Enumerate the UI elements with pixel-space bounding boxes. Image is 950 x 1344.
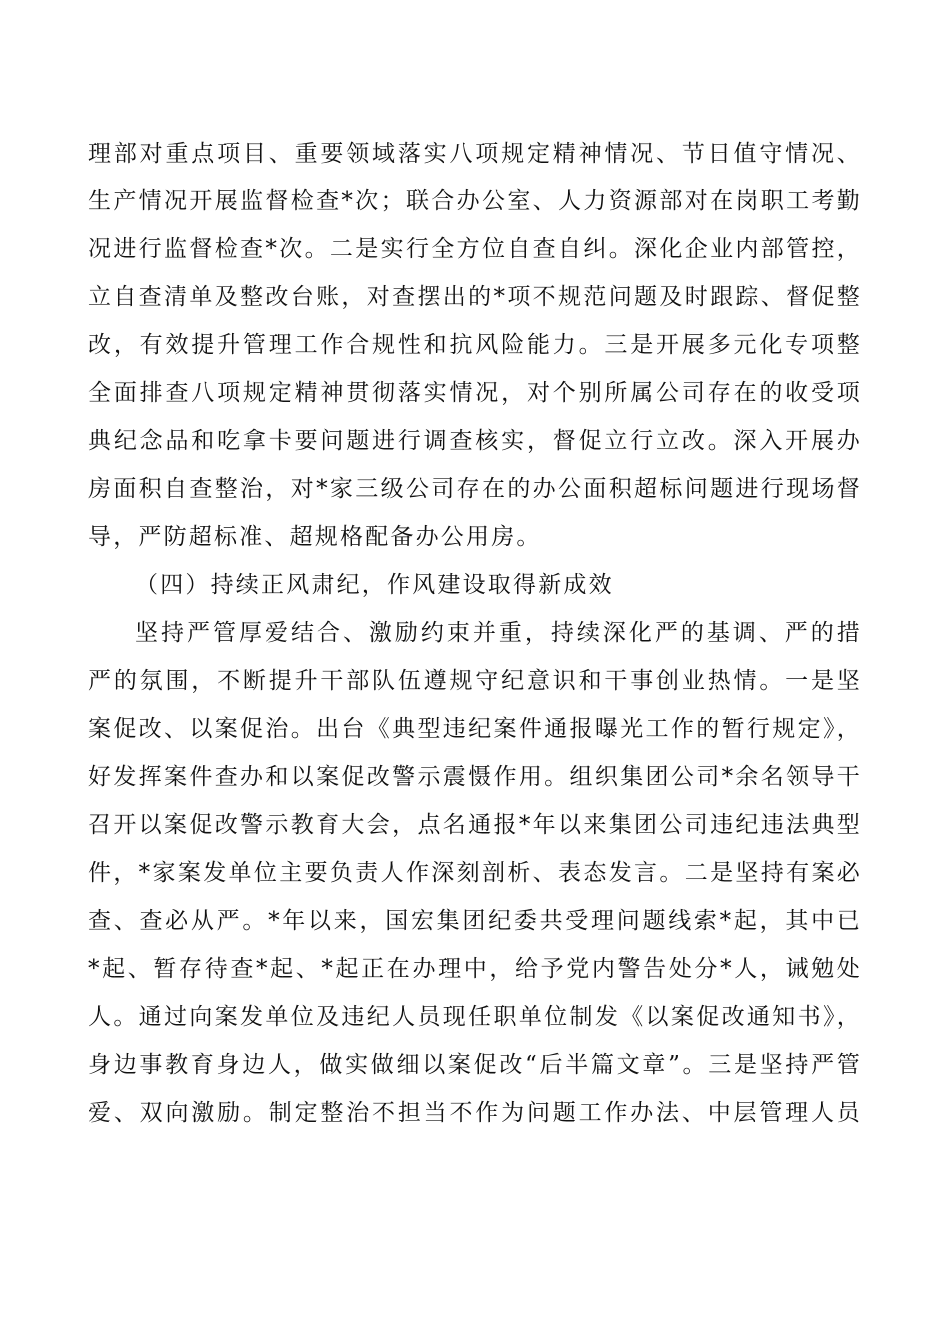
body-text-line: 典纪念品和吃拿卡要问题进行调查核实，督促立行立改。深入开展办 [88, 428, 862, 454]
body-text-line: 案促改、以案促治。出台《典型违纪案件通报曝光工作的暂行规定》， [88, 716, 862, 742]
body-text-line: 身边事教育身边人，做实做细以案促改“后半篇文章”。三是坚持严管 [88, 1052, 862, 1078]
body-text-line: 房面积自查整治，对*家三级公司存在的办公面积超标问题进行现场督 [88, 476, 862, 502]
body-text-line: 坚持严管厚爱结合、激励约束并重，持续深化严的基调、严的措 [135, 620, 862, 646]
body-text-line: 召开以案促改警示教育大会，点名通报*年以来集团公司违纪违法典型 [88, 812, 862, 838]
body-text-line: 好发挥案件查办和以案促改警示震慑作用。组织集团公司*余名领导干 [88, 764, 862, 790]
body-text-line: 严的氛围，不断提升干部队伍遵规守纪意识和干事创业热情。一是坚 [88, 668, 862, 694]
body-text-line: 全面排查八项规定精神贯彻落实情况，对个别所属公司存在的收受项 [88, 380, 862, 406]
body-text-line: 理部对重点项目、重要领域落实八项规定精神情况、节日值守情况、 [88, 141, 862, 167]
body-text-line: 件，*家案发单位主要负责人作深刻剖析、表态发言。二是坚持有案必 [88, 860, 862, 886]
body-text-line: 立自查清单及整改台账，对查摆出的*项不规范问题及时跟踪、督促整 [88, 284, 862, 310]
body-text-line: 人。通过向案发单位及违纪人员现任职单位制发《以案促改通知书》， [88, 1004, 862, 1030]
body-text-line: 查、查必从严。*年以来，国宏集团纪委共受理问题线索*起，其中已 [88, 908, 862, 934]
body-text-line: 爱、双向激励。制定整治不担当不作为问题工作办法、中层管理人员 [88, 1100, 862, 1126]
body-text-line: 况进行监督检查*次。二是实行全方位自查自纠。深化企业内部管控， [88, 236, 862, 262]
body-text-line: 生产情况开展监督检查*次；联合办公室、人力资源部对在岗职工考勤 [88, 188, 862, 214]
body-text-line: 改，有效提升管理工作合规性和抗风险能力。三是开展多元化专项整 [88, 332, 862, 358]
body-text-line: *起、暂存待查*起、*起正在办理中，给予党内警告处分*人，诫勉处 [88, 956, 862, 982]
section-heading: （四）持续正风肃纪，作风建设取得新成效 [135, 572, 614, 598]
body-text-line: 导，严防超标准、超规格配备办公用房。 [88, 524, 542, 550]
